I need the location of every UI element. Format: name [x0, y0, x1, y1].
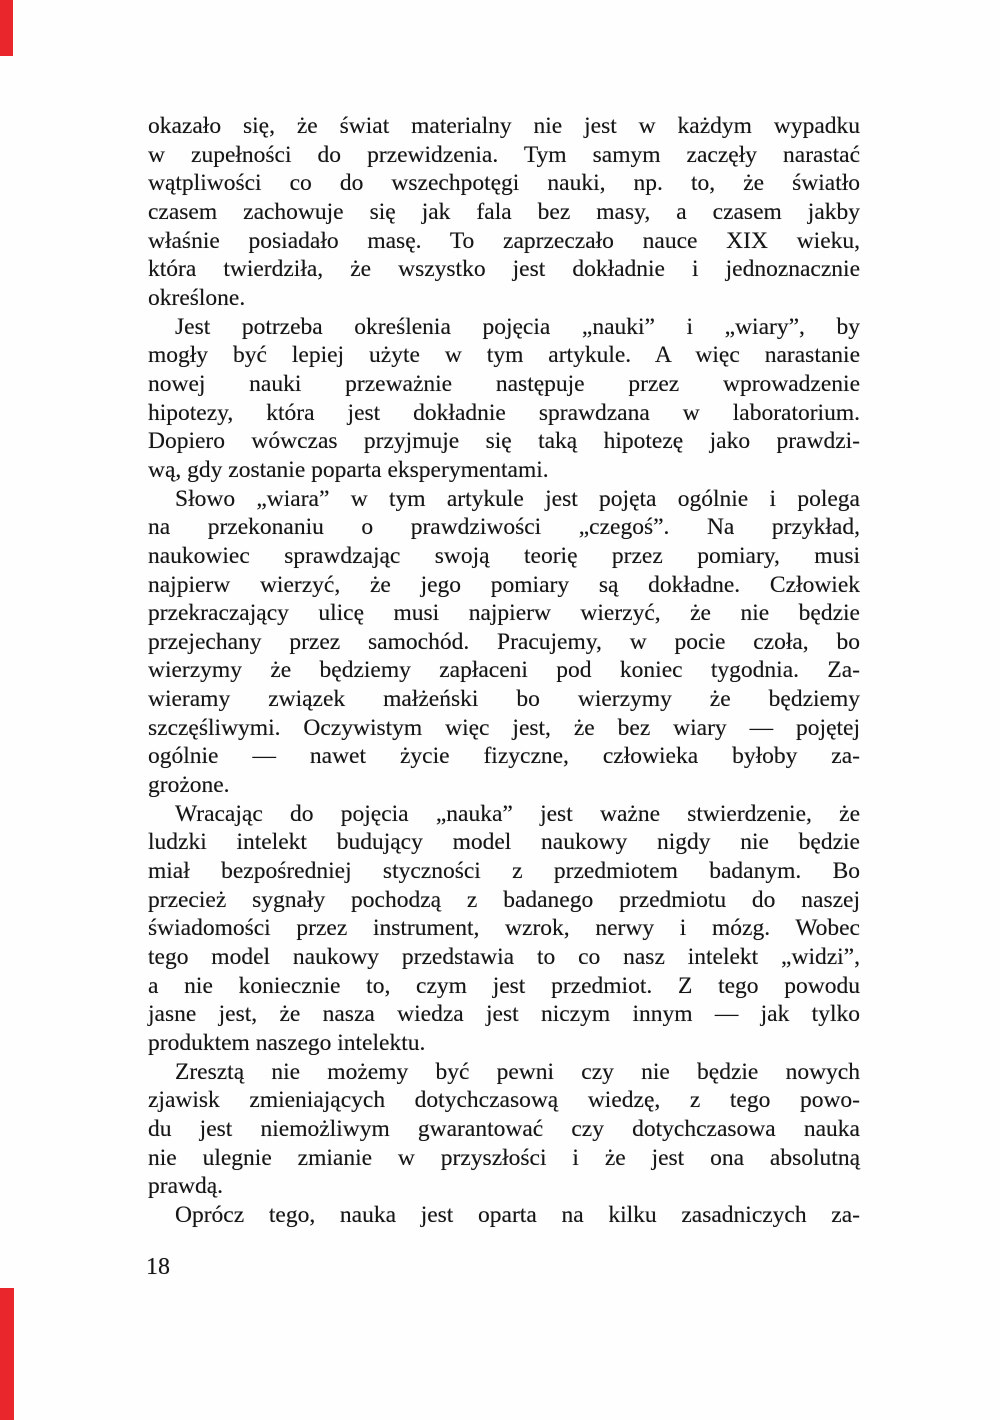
text-line: przejechany przez samochód. Pracujemy, w pocie czoła, bo — [148, 628, 860, 655]
text-line: ogólnie — nawet życie fizyczne, człowieka byłoby za- — [148, 743, 860, 770]
text-line: Zresztą nie możemy być pewni czy nie będzie nowych — [175, 1058, 860, 1085]
text-line: Słowo „wiara” w tym artykule jest pojęta ogólnie i polega — [175, 485, 860, 512]
text-line: wierzymy że będziemy zapłaceni pod koniec tygodnia. Za- — [148, 657, 860, 684]
paragraph — [148, 800, 860, 1058]
text-line: Wracając do pojęcia „nauka” jest ważne stwierdzenie, że — [175, 800, 860, 827]
text-line: wątpliwości co do wszechpotęgi nauki, np. to, że światło — [148, 170, 860, 197]
text-line: okazało się, że świat materialny nie jest w każdym wypadku — [148, 113, 860, 139]
text-line: świadomości przez instrument, wzrok, nerwy i mózg. Wobec — [148, 915, 860, 942]
text-line: nie ulegnie zmianie w przyszłości i że jest ona absolutną — [148, 1144, 860, 1171]
text-line: Oprócz tego, nauka jest oparta na kilku zasadniczych za- — [175, 1201, 860, 1228]
text-line: w zupełności do przewidzenia. Tym samym zaczęły narastać — [148, 141, 860, 168]
text-line: produktem naszego intelektu. — [148, 1030, 426, 1056]
text-line: Dopiero wówczas przyjmuje się taką hipotezę jako prawdzi- — [148, 428, 860, 455]
text-line: czasem zachowuje się jak fala bez masy, a czasem jakby — [148, 198, 860, 225]
text-line: naukowiec sprawdzając swoją teorię przez pomiary, musi — [148, 542, 860, 569]
text-line: a nie koniecznie to, czym jest przedmiot. Z tego powodu — [148, 972, 860, 999]
text-line: nowej nauki przeważnie następuje przez wprowadzenie — [148, 370, 860, 397]
page-number: 18 — [146, 1254, 170, 1280]
text-line: grożone. — [148, 772, 230, 799]
text-block — [148, 112, 860, 1230]
text-line: ludzki intelekt budujący model naukowy nigdy nie będzie — [148, 829, 860, 856]
text-line: zjawisk zmieniających dotychczasową wiedzę, z tego powo- — [148, 1087, 860, 1114]
text-line: właśnie posiadało masę. To zaprzeczało nauce XIX wieku, — [148, 227, 860, 254]
text-line: mogły być lepiej użyte w tym artykule. A więc narastanie — [148, 342, 860, 369]
text-line: określone. — [148, 284, 246, 311]
text-line: najpierw wierzyć, że jego pomiary są dokładne. Człowiek — [148, 571, 860, 598]
paragraph — [148, 1201, 860, 1230]
text-line: Jest potrzeba określenia pojęcia „nauki” i „wiary”, by — [175, 313, 860, 340]
text-line: wieramy związek małżeński bo wierzymy że będziemy — [148, 686, 860, 713]
text-line: tego model naukowy przedstawia to co nasz intelekt „widzi”, — [148, 944, 860, 971]
text-line: przecież sygnały pochodzą z badanego przedmiotu do naszej — [148, 886, 860, 913]
text-line: jasne jest, że nasza wiedza jest niczym innym — jak tylko — [148, 1001, 860, 1028]
text-line: na przekonaniu o prawdziwości „czegoś”. Na przykład, — [148, 514, 860, 541]
text-line: szczęśliwymi. Oczywistym więc jest, że bez wiary — pojętej — [148, 714, 860, 741]
text-line: miał bezpośredniej styczności z przedmiotem badanym. Bo — [148, 858, 860, 885]
text-line: wą, gdy zostanie poparta eksperymentami. — [148, 456, 549, 483]
red-edge-mark-top — [0, 0, 13, 56]
text-line: przekraczający ulicę musi najpierw wierzyć, że nie będzie — [148, 600, 860, 627]
text-line: prawdą. — [148, 1173, 224, 1200]
red-edge-mark-bottom — [0, 1288, 14, 1420]
paragraph — [148, 485, 860, 800]
text-line: która twierdziła, że wszystko jest dokładnie i jednoznacznie — [148, 256, 860, 283]
text-line: hipotezy, która jest dokładnie sprawdzana w laboratorium. — [148, 399, 860, 426]
paragraph — [148, 112, 860, 313]
paragraph — [148, 313, 860, 485]
paragraph — [148, 1058, 860, 1201]
text-line: du jest niemożliwym gwarantować czy dotychczasowa nauka — [148, 1115, 860, 1142]
